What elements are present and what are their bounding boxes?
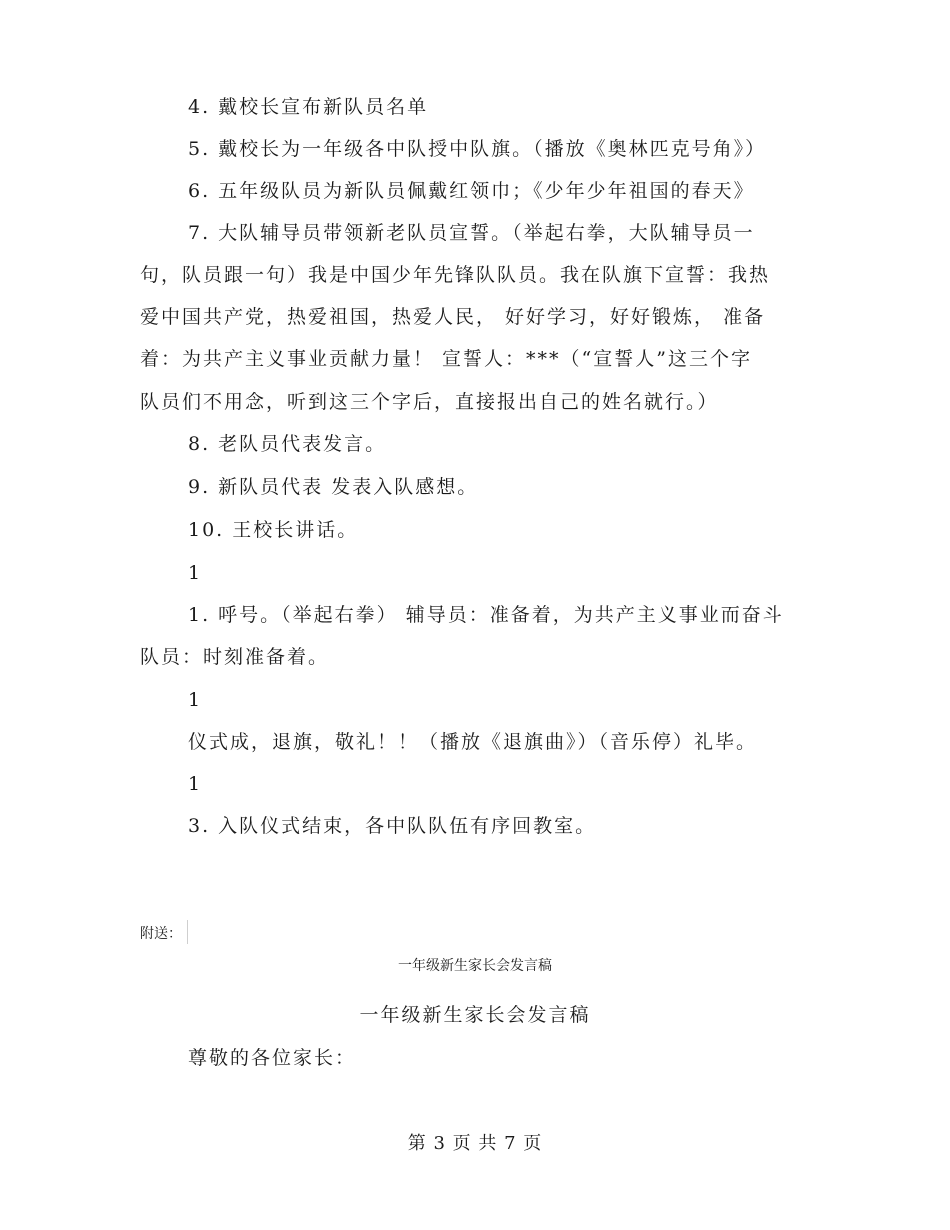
body-line: 9. 新队员代表 发表入队感想。 — [188, 476, 479, 498]
body-line: 句，队员跟一句）我是中国少年先锋队队员。我在队旗下宣誓：我热 — [140, 264, 771, 286]
body-line: 着：为共产主义事业贡献力量！ 宣誓人：***（“宣誓人”这三个字 — [140, 348, 752, 370]
body-line: 10. 王校长讲话。 — [188, 519, 359, 541]
body-line: 爱中国共产党，热爱祖国，热爱人民， 好好学习，好好锻炼， 准备 — [140, 306, 766, 328]
appendix-small-title: 一年级新生家长会发言稿 — [398, 958, 552, 974]
body-line: 1 — [188, 689, 203, 711]
body-line: 3. 入队仪式结束，各中队队伍有序回教室。 — [188, 815, 597, 837]
body-line: 队员：时刻准备着。 — [140, 646, 330, 668]
appendix-greeting: 尊敬的各位家长： — [188, 1047, 357, 1069]
body-line: 1 — [188, 773, 203, 795]
body-line: 1 — [188, 562, 203, 584]
body-line: 6. 五年级队员为新队员佩戴红领巾；《少年少年祖国的春天》 — [188, 180, 755, 202]
body-line: 7. 大队辅导员带领新老队员宣誓。（举起右拳，大队辅导员一 — [188, 222, 755, 244]
appendix-label: 附送： — [140, 926, 182, 942]
divider — [187, 920, 188, 944]
appendix-title: 一年级新生家长会发言稿 — [359, 1004, 591, 1026]
body-line: 4. 戴校长宣布新队员名单 — [188, 96, 429, 118]
body-line: 1. 呼号。（举起右拳） 辅导员：准备着，为共产主义事业而奋斗 — [188, 604, 784, 626]
page-number: 第 3 页 共 7 页 — [407, 1133, 543, 1154]
body-line: 5. 戴校长为一年级各中队授中队旗。（播放《奥林匹克号角》） — [188, 138, 767, 160]
body-line: 仪式成，退旗，敬礼！！（播放《退旗曲》）（音乐停）礼毕。 — [188, 731, 758, 753]
body-line: 队员们不用念，听到这三个字后，直接报出自己的姓名就行。） — [140, 391, 719, 413]
body-line: 8. 老队员代表发言。 — [188, 433, 387, 455]
